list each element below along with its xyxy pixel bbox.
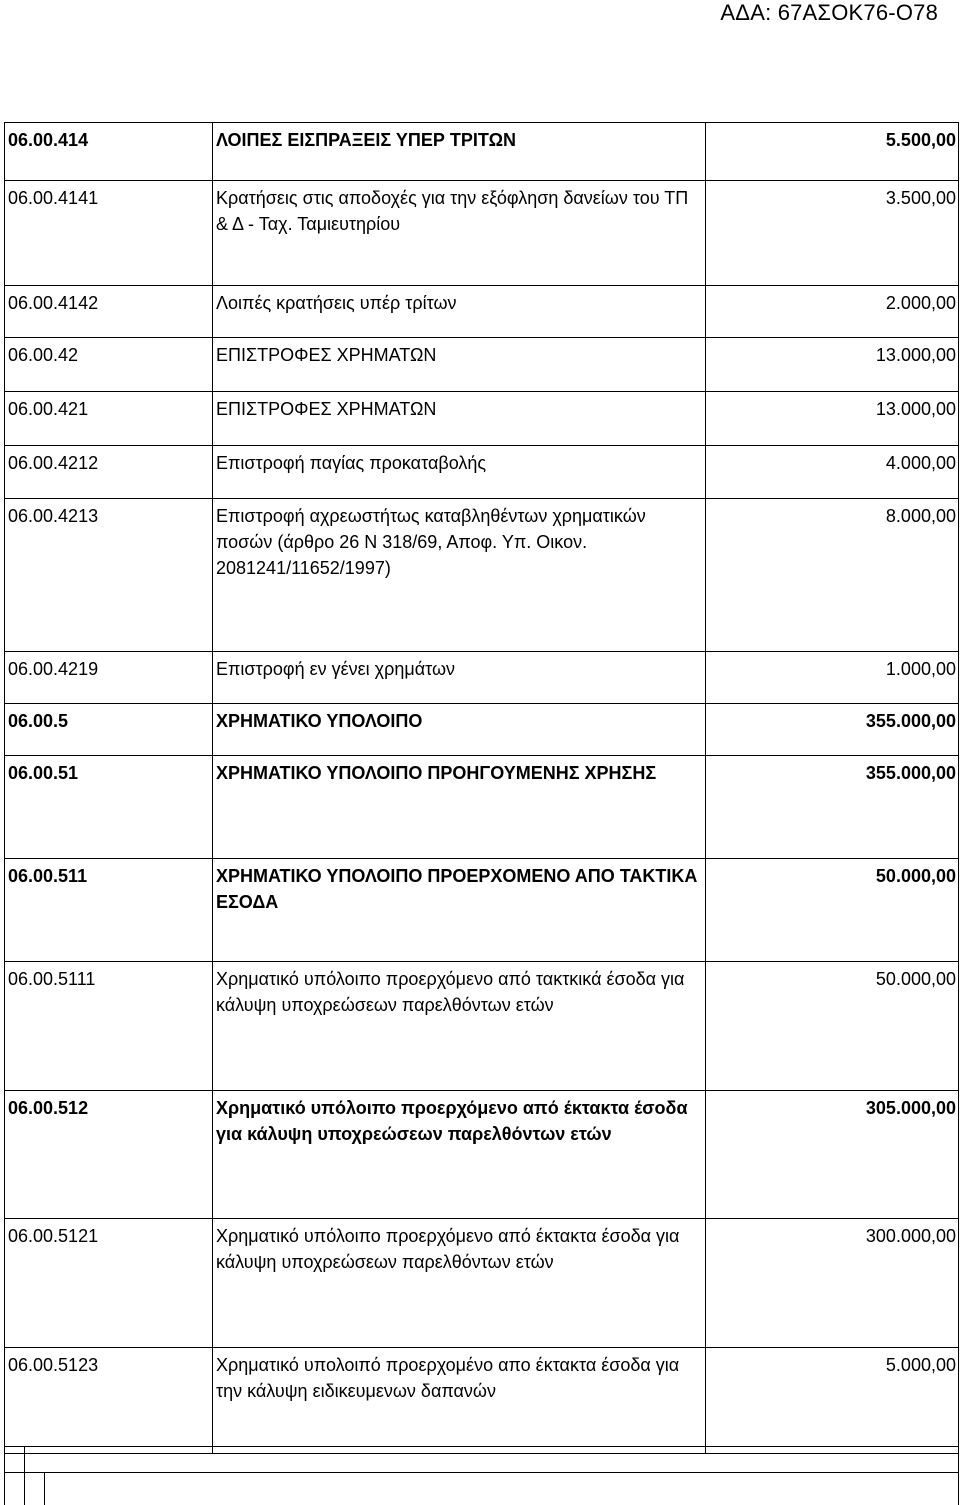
row-code: 06.00.4213 xyxy=(5,499,213,652)
row-code: 06.00.414 xyxy=(5,123,213,181)
row-code: 06.00.4141 xyxy=(5,181,213,286)
grid-line xyxy=(4,1446,959,1447)
row-amount: 300.000,00 xyxy=(706,1219,959,1348)
row-code: 06.00.421 xyxy=(5,392,213,446)
row-code: 06.00.4219 xyxy=(5,652,213,704)
row-amount: 1.000,00 xyxy=(706,652,959,704)
budget-table xyxy=(4,122,959,1454)
row-amount: 355.000,00 xyxy=(706,756,959,859)
table-row xyxy=(5,499,959,652)
row-description: ΧΡΗΜΑΤΙΚΟ ΥΠΟΛΟΙΠΟ xyxy=(213,704,706,756)
row-amount: 50.000,00 xyxy=(706,859,959,962)
row-amount: 3.500,00 xyxy=(706,181,959,286)
row-amount: 8.000,00 xyxy=(706,499,959,652)
table-row xyxy=(5,1348,959,1454)
row-amount: 5.500,00 xyxy=(706,123,959,181)
row-description: Χρηματικό υπόλοιπο προερχόμενο από έκτακτα έσοδα για κάλυψη υποχρεώσεων παρελθόντων ετών xyxy=(213,1219,706,1348)
row-amount: 13.000,00 xyxy=(706,392,959,446)
table-row xyxy=(5,338,959,392)
row-description: Λοιπές κρατήσεις υπέρ τρίτων xyxy=(213,286,706,338)
row-amount: 4.000,00 xyxy=(706,446,959,499)
row-description: Κρατήσεις στις αποδοχές για την εξόφληση δανείων του ΤΠ & Δ - Ταχ. Ταμιευτηρίου xyxy=(213,181,706,286)
table-row xyxy=(5,446,959,499)
table-row xyxy=(5,756,959,859)
row-amount: 5.000,00 xyxy=(706,1348,959,1454)
table-row xyxy=(5,123,959,181)
row-description: Χρηματικό υπόλοιπο προερχόμενο από τακτκικά έσοδα για κάλυψη υποχρεώσεων παρελθόντων ετών xyxy=(213,962,706,1091)
grid-divider xyxy=(44,1472,45,1505)
table-row xyxy=(5,1219,959,1348)
row-code: 06.00.4142 xyxy=(5,286,213,338)
row-description: ΧΡΗΜΑΤΙΚΟ ΥΠΟΛΟΙΠΟ ΠΡΟΕΡΧΟΜΕΝΟ ΑΠΟ ΤΑΚΤΙΚΑ ΕΣΟΔΑ xyxy=(213,859,706,962)
row-amount: 50.000,00 xyxy=(706,962,959,1091)
row-code: 06.00.4212 xyxy=(5,446,213,499)
row-description: Επιστροφή εν γένει χρημάτων xyxy=(213,652,706,704)
row-description: ΕΠΙΣΤΡΟΦΕΣ ΧΡΗΜΑΤΩΝ xyxy=(213,392,706,446)
table-row xyxy=(5,181,959,286)
ada-code: ΑΔΑ: 67ΑΣΟΚ76-Ο78 xyxy=(720,0,938,25)
row-code: 06.00.512 xyxy=(5,1091,213,1219)
table-row xyxy=(5,1091,959,1219)
row-amount: 305.000,00 xyxy=(706,1091,959,1219)
table-row xyxy=(5,859,959,962)
grid-divider xyxy=(24,1446,25,1505)
table-row xyxy=(5,652,959,704)
row-description: Επιστροφή αχρεωστήτως καταβληθέντων χρηματικών ποσών (άρθρο 26 Ν 318/69, Αποφ. Υπ. Οικον. 2081241/11652/1997) xyxy=(213,499,706,652)
row-description: ΕΠΙΣΤΡΟΦΕΣ ΧΡΗΜΑΤΩΝ xyxy=(213,338,706,392)
row-amount: 13.000,00 xyxy=(706,338,959,392)
empty-table-rows xyxy=(4,1446,959,1505)
row-code: 06.00.5121 xyxy=(5,1219,213,1348)
table-row xyxy=(5,962,959,1091)
table-row xyxy=(5,704,959,756)
row-code: 06.00.51 xyxy=(5,756,213,859)
row-description: Χρηματικό υπόλοιπο προερχόμενο από έκτακτα έσοδα για κάλυψη υποχρεώσεων παρελθόντων ετών xyxy=(213,1091,706,1219)
row-description: ΧΡΗΜΑΤΙΚΟ ΥΠΟΛΟΙΠΟ ΠΡΟΗΓΟΥΜΕΝΗΣ ΧΡΗΣΗΣ xyxy=(213,756,706,859)
row-description: ΛΟΙΠΕΣ ΕΙΣΠΡΑΞΕΙΣ ΥΠΕΡ ΤΡΙΤΩΝ xyxy=(213,123,706,181)
row-code: 06.00.511 xyxy=(5,859,213,962)
row-code: 06.00.42 xyxy=(5,338,213,392)
grid-line xyxy=(4,1472,959,1473)
row-code: 06.00.5 xyxy=(5,704,213,756)
row-code: 06.00.5123 xyxy=(5,1348,213,1454)
grid-divider xyxy=(958,1446,959,1505)
table-row xyxy=(5,392,959,446)
row-code: 06.00.5111 xyxy=(5,962,213,1091)
row-amount: 2.000,00 xyxy=(706,286,959,338)
grid-divider xyxy=(4,1446,5,1505)
row-description: Επιστροφή παγίας προκαταβολής xyxy=(213,446,706,499)
row-description: Χρηματικό υπολοιπό προερχομένο απο έκτακτα έσοδα για την κάλυψη ειδικευμενων δαπανών xyxy=(213,1348,706,1454)
table-row xyxy=(5,286,959,338)
row-amount: 355.000,00 xyxy=(706,704,959,756)
